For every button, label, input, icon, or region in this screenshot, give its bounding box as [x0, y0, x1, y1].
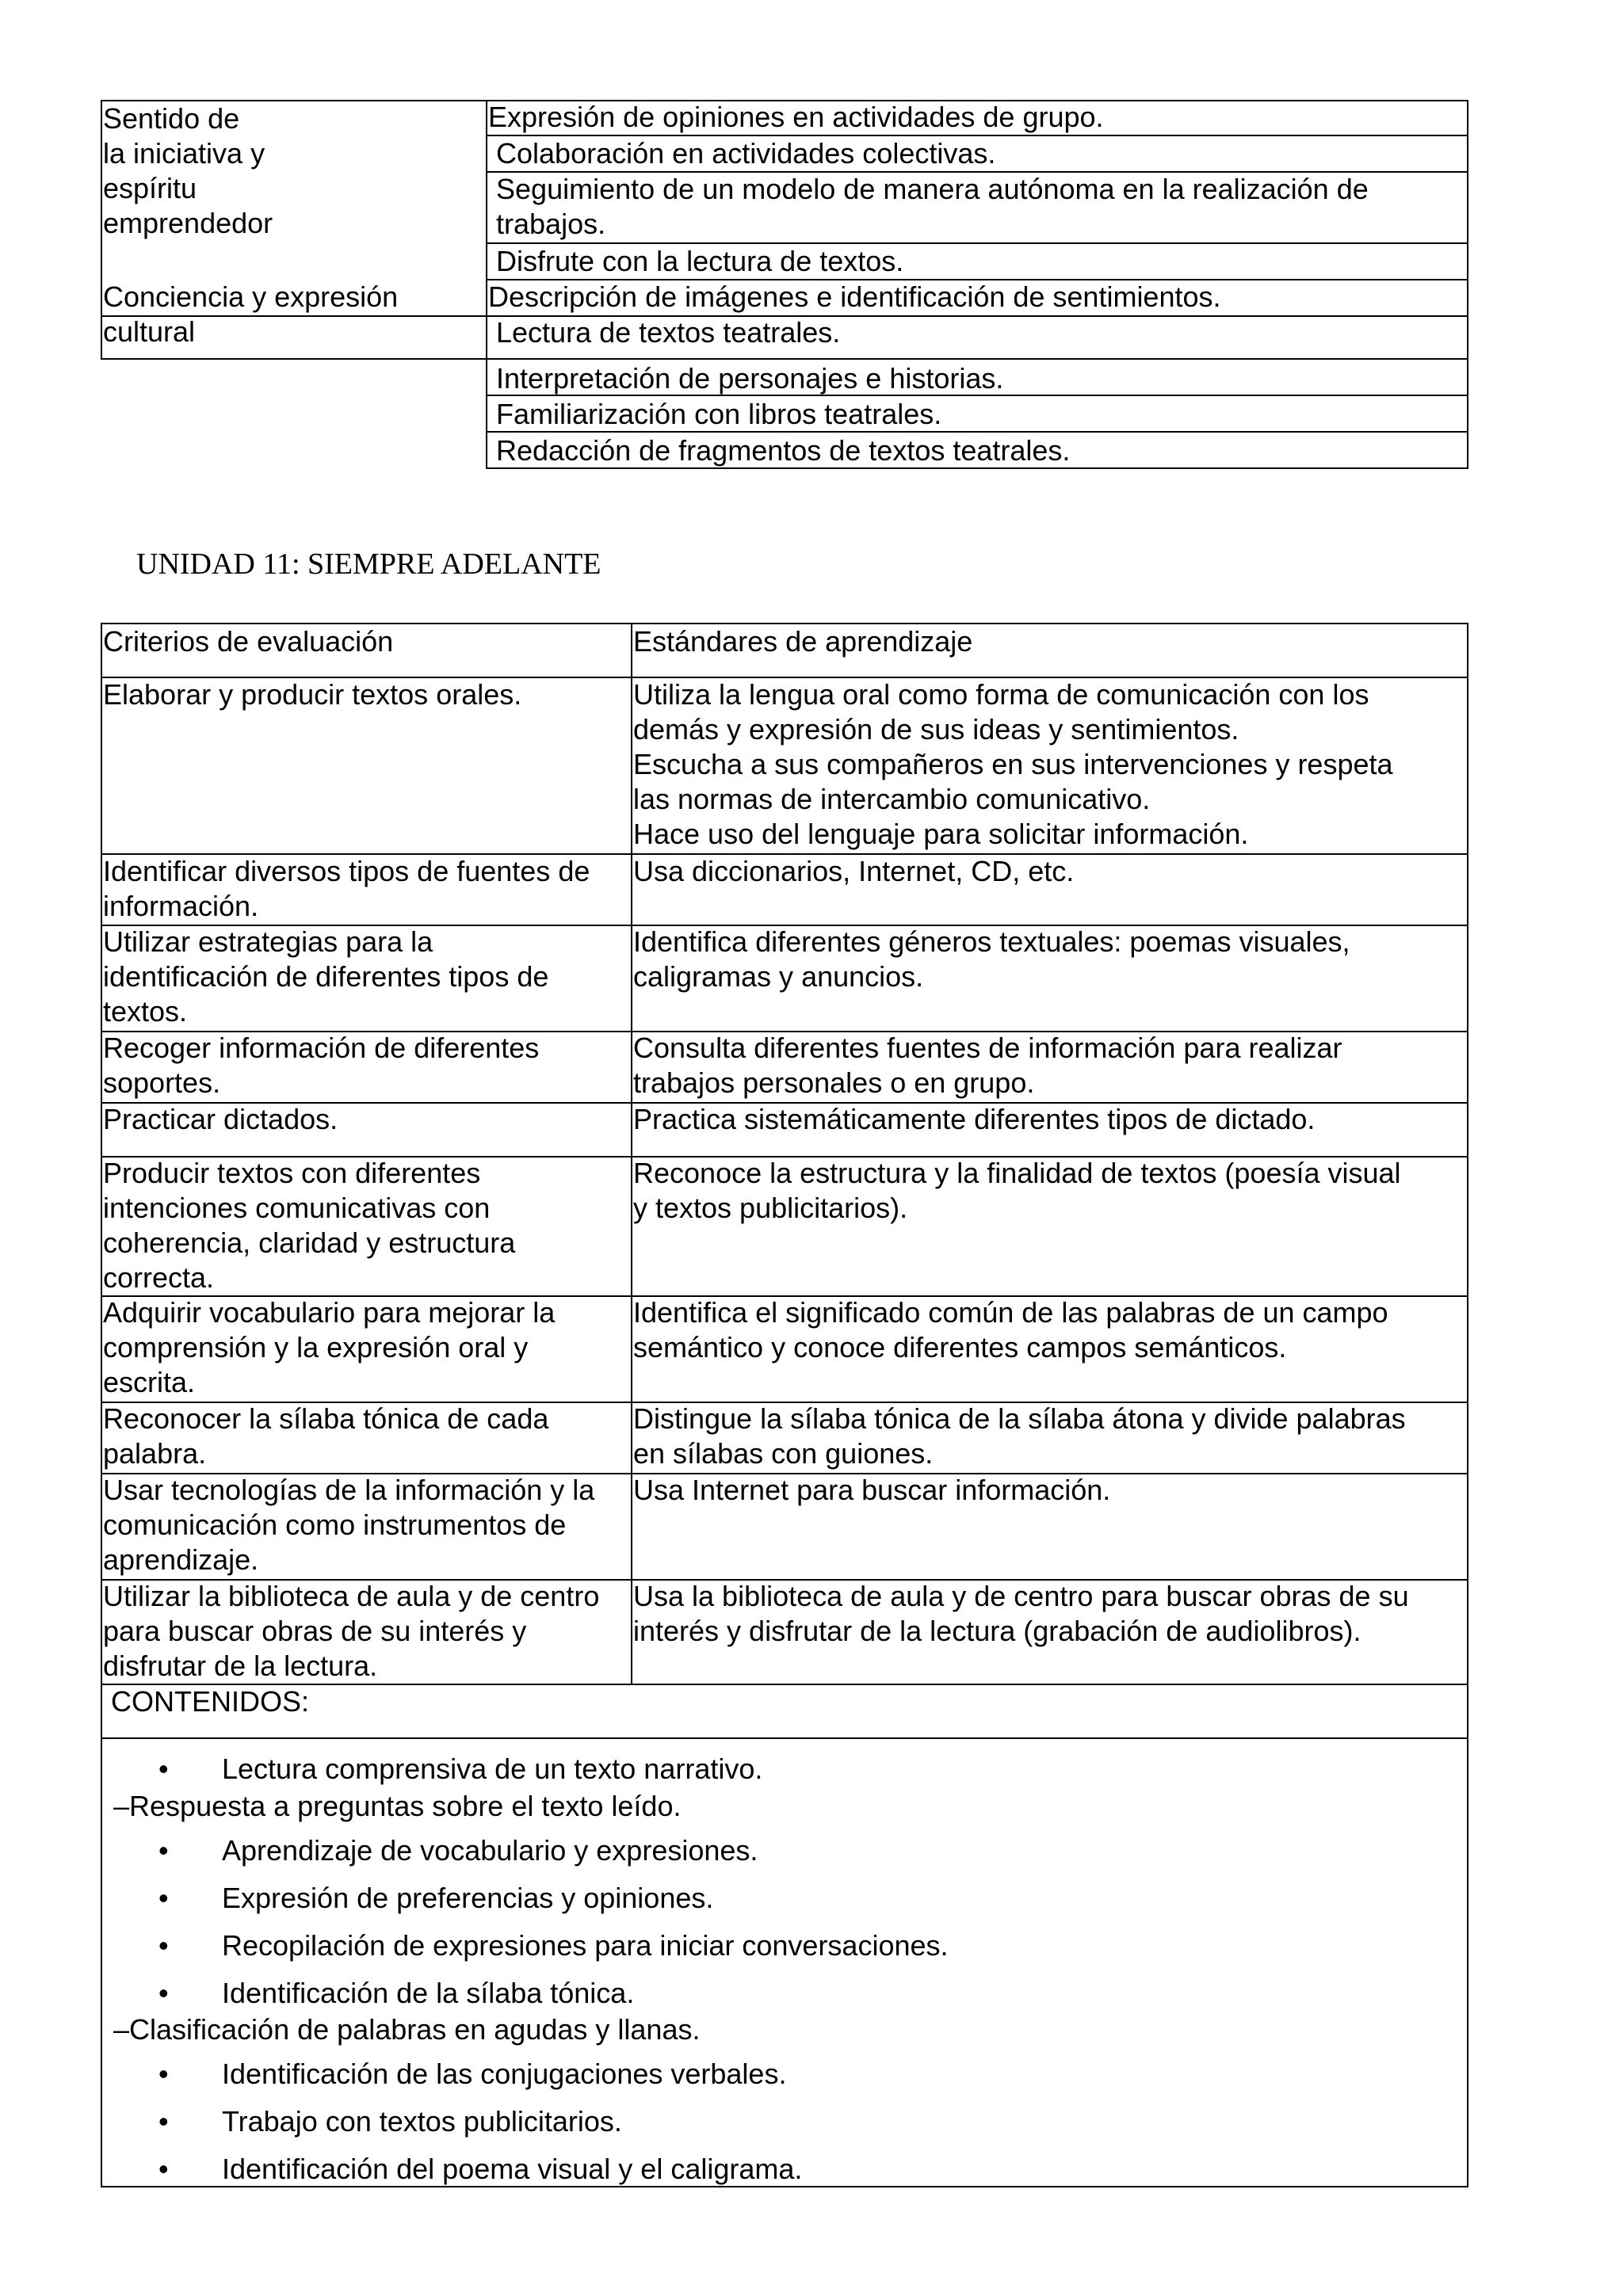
item-cell: Disfrute con la lectura de textos. [488, 245, 904, 277]
table-cell-criteria: Reconocer la sílaba tónica de cada palabra. [103, 1402, 549, 1470]
table-cell-criteria: Identificar diversos tipos de fuentes de información. [103, 855, 590, 922]
table-cell-standard: Distingue la sílaba tónica de la sílaba átona y divide palabras en sílabas con guiones. [633, 1402, 1406, 1470]
table-cell-standard: Usa diccionarios, Internet, CD, etc. [633, 855, 1075, 887]
contents-label: CONTENIDOS: [103, 1685, 310, 1718]
table-cell-criteria: Elaborar y producir textos orales. [103, 678, 522, 711]
table-cell-criteria: Recoger información de diferentes soportes. [103, 1032, 540, 1099]
table-cell-standard: Usa Internet para buscar información. [633, 1474, 1111, 1506]
table-cell-standard: Utiliza la lengua oral como forma de comunicación con los demás y expresión de sus ideas y sentimientos. Escucha a sus compañeros en sus intervenciones y respeta las normas de intercambio comunicativo. Hace uso del lenguaje para solicitar información. [633, 678, 1393, 850]
competence-cell: Sentido de la iniciativa y espíritu emprendedor [103, 102, 273, 239]
table-cell-criteria: Utilizar estrategias para la identificación de diferentes tipos de textos. [103, 925, 549, 1028]
table-cell-standard: Identifica diferentes géneros textuales: poemas visuales, caligramas y anuncios. [633, 925, 1350, 993]
unit-title: UNIDAD 11: SIEMPRE ADELANTE [136, 547, 601, 581]
list-item: –Respuesta a preguntas sobre el texto leído. [113, 1790, 682, 1822]
item-cell: Descripción de imágenes e identificación de sentimientos. [488, 280, 1221, 313]
item-cell: Lectura de textos teatrales. [488, 316, 841, 349]
list-item: –Clasificación de palabras en agudas y llanas. [113, 2013, 701, 2046]
table-cell-criteria: Utilizar la biblioteca de aula y de centro para buscar obras de su interés y disfrutar de la lectura. [103, 1580, 600, 1682]
table-header-standards: Estándares de aprendizaje [633, 625, 973, 658]
competence-cell: Conciencia y expresión cultural [103, 280, 399, 348]
table-cell-criteria: Producir textos con diferentes intenciones comunicativas con coherencia, claridad y estructura correcta. [103, 1157, 516, 1294]
table-cell-standard: Practica sistemáticamente diferentes tipos de dictado. [633, 1103, 1316, 1135]
table-cell-standard: Usa la biblioteca de aula y de centro para buscar obras de su interés y disfrutar de la lectura (grabación de audiolibros). [633, 1580, 1409, 1647]
table-cell-standard: Reconoce la estructura y la finalidad de textos (poesía visual y textos publicitarios). [633, 1157, 1401, 1224]
item-cell: Interpretación de personajes e historias. [488, 362, 1004, 395]
table-header-criteria: Criterios de evaluación [103, 625, 394, 658]
table-cell-standard: Identifica el significado común de las palabras de un campo semántico y conoce diferentes campos semánticos. [633, 1296, 1388, 1363]
item-cell: Colaboración en actividades colectivas. [488, 137, 996, 170]
item-cell: Familiarización con libros teatrales. [488, 398, 942, 430]
item-cell: Expresión de opiniones en actividades de grupo. [488, 101, 1104, 133]
item-cell: Seguimiento de un modelo de manera autónoma en la realización de trabajos. [496, 173, 1369, 240]
table-cell-standard: Consulta diferentes fuentes de información para realizar trabajos personales o en grupo. [633, 1032, 1342, 1099]
table-cell-criteria: Practicar dictados. [103, 1103, 338, 1135]
table-cell-criteria: Adquirir vocabulario para mejorar la comprensión y la expresión oral y escrita. [103, 1296, 556, 1398]
item-cell: Redacción de fragmentos de textos teatrales. [488, 434, 1071, 467]
table-cell-criteria: Usar tecnologías de la información y la comunicación como instrumentos de aprendizaje. [103, 1474, 595, 1576]
